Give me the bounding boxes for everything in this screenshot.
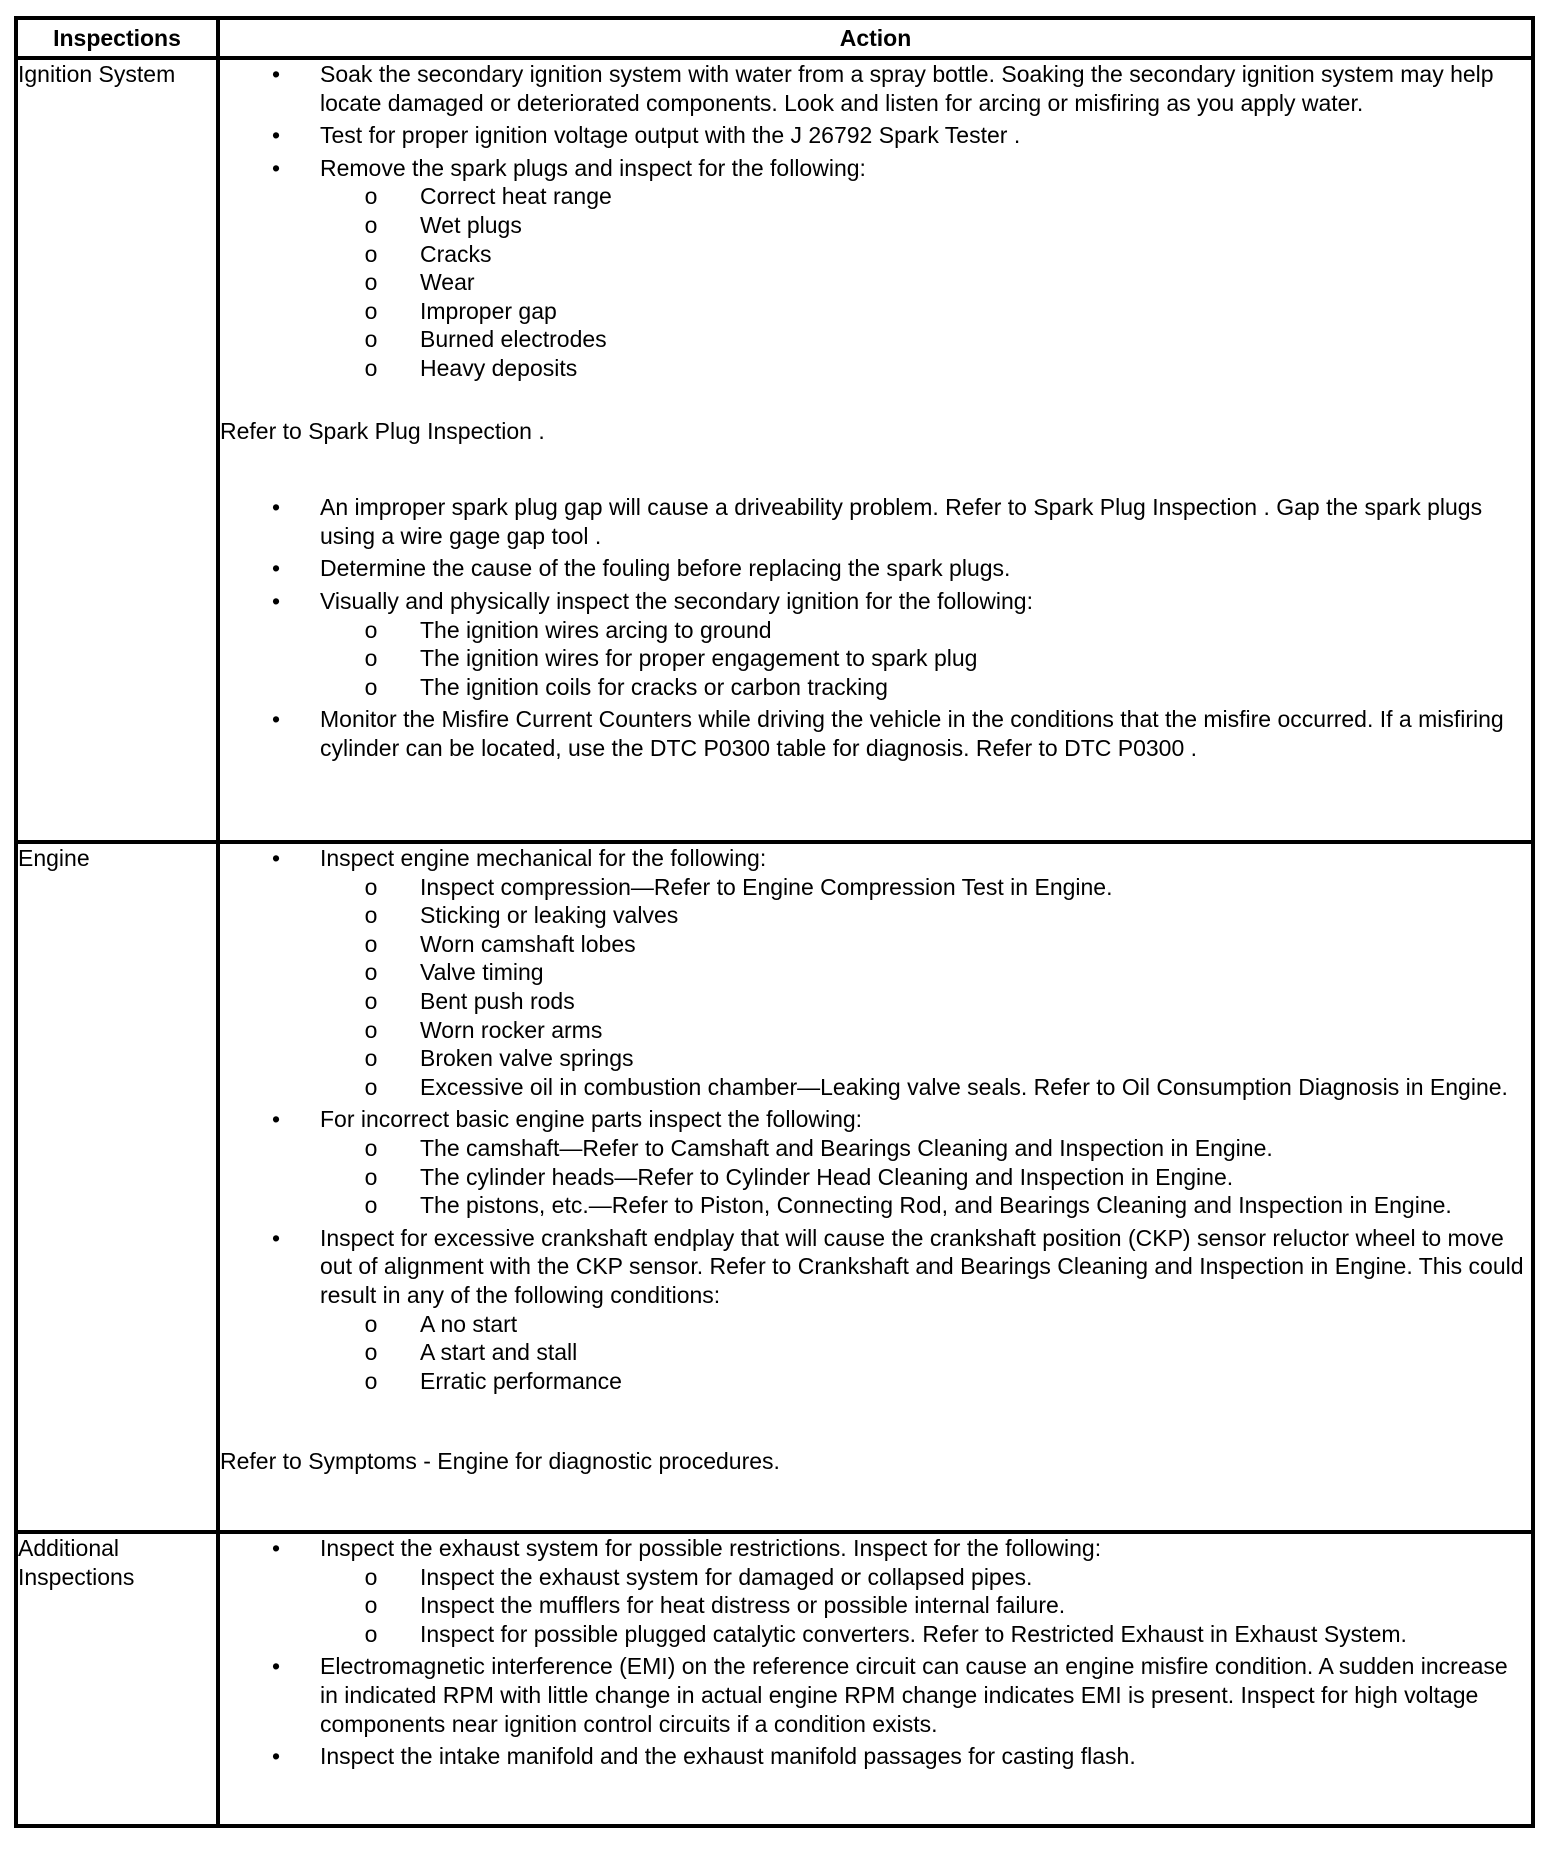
- sub-list-item: o The ignition wires arcing to ground: [364, 616, 772, 643]
- sub-list: [320, 1563, 1531, 1649]
- bullet-icon: •: [271, 61, 281, 87]
- circle-bullet-icon: o: [364, 1163, 378, 1190]
- circle-bullet-icon: o: [364, 616, 378, 643]
- list-item: • Determine the cause of the fouling before replacing the spark plugs.: [220, 554, 1531, 583]
- bullet-icon: •: [271, 555, 281, 582]
- circle-bullet-icon: o: [364, 987, 378, 1014]
- bullet-icon: •: [271, 122, 281, 149]
- sub-list-item: o Correct heat range: [364, 183, 612, 210]
- list-item: • Inspect the intake manifold and the exhaust manifold passages for casting flash.: [220, 1742, 1531, 1771]
- list-item: • For incorrect basic engine parts inspect the following: o The camshaft—Refer to Camshaft and Bearings Cleaning and Inspection in Engine. o The cylinder heads—Refer to Cylinder Head Cleaning and Inspection in Engine. o The pistons, etc.—Refer to Piston, Connecting Rod, and Bearings Cleaning and Inspection in Engine.: [220, 1105, 1531, 1219]
- bullet-icon: •: [271, 845, 281, 871]
- circle-bullet-icon: o: [364, 326, 378, 353]
- sub-list-item: o Wear: [364, 269, 475, 296]
- bullet-list: [220, 1534, 1531, 1771]
- bullet-icon: •: [271, 1653, 281, 1680]
- bullet-icon: •: [271, 587, 281, 614]
- sub-list-item: o Inspect compression—Refer to Engine Compression Test in Engine.: [364, 873, 1113, 900]
- sub-list-item: o Inspect for possible plugged catalytic converters. Refer to Restricted Exhaust in Exhaust System.: [364, 1620, 1407, 1647]
- sub-list-item: o Sticking or leaking valves: [364, 902, 679, 929]
- bullet-icon: •: [271, 706, 281, 733]
- sub-list-item: o The pistons, etc.—Refer to Piston, Connecting Rod, and Bearings Cleaning and Inspection in Engine.: [364, 1192, 1452, 1219]
- sub-list-item: o The cylinder heads—Refer to Cylinder Head Cleaning and Inspection in Engine.: [364, 1163, 1234, 1190]
- sub-list-item: o Heavy deposits: [364, 354, 578, 381]
- circle-bullet-icon: o: [364, 1134, 378, 1161]
- sub-list-item: o Cracks: [364, 240, 492, 267]
- list-item: • Soak the secondary ignition system with water from a spray bottle. Soaking the secondary ignition system may help locate damaged or deteriorated components. Look and listen for arcing or misfiring as you apply water.: [220, 60, 1531, 117]
- list-item: • Visually and physically inspect the secondary ignition for the following: o The ignition wires arcing to ground o The ignition wires for proper engagement to spark plug o The ignition coils for cracks or carbon tracking: [220, 587, 1531, 701]
- header-inspections: Inspections: [16, 18, 218, 58]
- reference-text: Refer to Symptoms - Engine for diagnostic procedures.: [220, 1448, 780, 1475]
- circle-bullet-icon: o: [364, 902, 378, 929]
- table-row-additional: [16, 1532, 1533, 1826]
- circle-bullet-icon: o: [364, 1073, 378, 1100]
- sub-list-item: o The camshaft—Refer to Camshaft and Bearings Cleaning and Inspection in Engine.: [364, 1134, 1273, 1161]
- list-item: • Remove the spark plugs and inspect for the following: o Correct heat range o Wet plugs o Cracks o Wear o Improper gap o Burned electrodes o Heavy deposits: [220, 154, 1531, 383]
- bullet-list: [220, 493, 1531, 762]
- circle-bullet-icon: o: [364, 930, 378, 957]
- sub-list-item: o Inspect the mufflers for heat distress or possible internal failure.: [364, 1592, 1066, 1619]
- bullet-list: [220, 60, 1531, 383]
- list-item: • An improper spark plug gap will cause a driveability problem. Refer to Spark Plug Inspection . Gap the spark plugs using a wire gage gap tool .: [220, 493, 1531, 550]
- circle-bullet-icon: o: [364, 240, 378, 267]
- bullet-icon: •: [271, 1535, 281, 1561]
- sub-list-item: o A no start: [364, 1310, 518, 1337]
- inspections-table: [14, 16, 1535, 1828]
- sub-list-item: o Bent push rods: [364, 987, 575, 1014]
- action-cell: [218, 58, 1533, 842]
- list-item: • Inspect the exhaust system for possible restrictions. Inspect for the following: o Inspect the exhaust system for damaged or collapsed pipes. o Inspect the mufflers for heat distress or possible internal failure. o Inspect for possible plugged catalytic converters. Refer to Restricted Exhaust in Exhaust System.: [220, 1534, 1531, 1648]
- bullet-icon: •: [271, 494, 281, 521]
- circle-bullet-icon: o: [364, 1310, 378, 1337]
- table-row-engine: [16, 842, 1533, 1532]
- sub-list-item: o A start and stall: [364, 1339, 578, 1366]
- sub-list-item: o Worn camshaft lobes: [364, 930, 636, 957]
- sub-list: [320, 616, 1531, 702]
- circle-bullet-icon: o: [364, 269, 378, 296]
- header-row: [16, 18, 1533, 58]
- list-item: • Test for proper ignition voltage output with the J 26792 Spark Tester .: [220, 121, 1531, 150]
- inspection-label: Ignition System: [16, 58, 218, 842]
- circle-bullet-icon: o: [364, 1563, 378, 1590]
- list-item: • Inspect for excessive crankshaft endplay that will cause the crankshaft position (CKP) sensor reluctor wheel to move out of alignment with the CKP sensor. Refer to Crankshaft and Bearings Cleaning and Inspection in Engine. This could result in any of the following conditions: o A no start o A start and stall o Erratic performance: [220, 1224, 1531, 1396]
- bullet-icon: •: [271, 1106, 281, 1133]
- circle-bullet-icon: o: [364, 297, 378, 324]
- circle-bullet-icon: o: [364, 1016, 378, 1043]
- list-item: • Electromagnetic interference (EMI) on the reference circuit can cause an engine misfire condition. A sudden increase in indicated RPM with little change in actual engine RPM change indicates EMI is present. Inspect for high voltage components near ignition control circuits if a condition exists.: [220, 1652, 1531, 1738]
- circle-bullet-icon: o: [364, 183, 378, 210]
- action-cell: [218, 842, 1533, 1532]
- circle-bullet-icon: o: [364, 1045, 378, 1072]
- circle-bullet-icon: o: [364, 1620, 378, 1647]
- sub-list: [320, 1310, 1531, 1396]
- inspection-label: Additional Inspections: [16, 1532, 218, 1826]
- action-cell: [218, 1532, 1533, 1826]
- circle-bullet-icon: o: [364, 1592, 378, 1619]
- bullet-icon: •: [271, 1743, 281, 1770]
- circle-bullet-icon: o: [364, 354, 378, 381]
- bullet-icon: •: [271, 1224, 281, 1251]
- circle-bullet-icon: o: [364, 645, 378, 672]
- header-action: Action: [218, 18, 1533, 58]
- sub-list: [320, 1134, 1531, 1220]
- inspection-label: Engine: [16, 842, 218, 1532]
- sub-list-item: o Excessive oil in combustion chamber—Leaking valve seals. Refer to Oil Consumption Diagnosis in Engine.: [364, 1073, 1508, 1100]
- circle-bullet-icon: o: [364, 959, 378, 986]
- circle-bullet-icon: o: [364, 873, 378, 900]
- sub-list-item: o Broken valve springs: [364, 1045, 634, 1072]
- circle-bullet-icon: o: [364, 1339, 378, 1366]
- sub-list-item: o Inspect the exhaust system for damaged or collapsed pipes.: [364, 1563, 1033, 1590]
- bullet-icon: •: [271, 154, 281, 181]
- sub-list-item: o The ignition wires for proper engagement to spark plug: [364, 645, 978, 672]
- sub-list-item: o Wet plugs: [364, 211, 522, 238]
- sub-list-item: o Erratic performance: [364, 1367, 622, 1394]
- list-item: • Inspect engine mechanical for the following: o Inspect compression—Refer to Engine Compression Test in Engine. o Sticking or leaking valves o Worn camshaft lobes o Valve timing o Bent push rods o Worn rocker arms o Broken valve springs o Excessive oil in combustion chamber—Leaking valve seals. Refer to Oil Consumption Diagnosis in Engine.: [220, 844, 1531, 1101]
- sub-list: [320, 873, 1531, 1102]
- sub-list-item: o Valve timing: [364, 959, 544, 986]
- sub-list-item: o The ignition coils for cracks or carbon tracking: [364, 673, 888, 700]
- bullet-list: [220, 844, 1531, 1395]
- table-row-ignition: [16, 58, 1533, 842]
- sub-list-item: o Burned electrodes: [364, 326, 607, 353]
- list-item: • Monitor the Misfire Current Counters while driving the vehicle in the conditions that the misfire occurred. If a misfiring cylinder can be located, use the DTC P0300 table for diagnosis. Refer to DTC P0300 .: [220, 705, 1531, 762]
- circle-bullet-icon: o: [364, 673, 378, 700]
- sub-list-item: o Improper gap: [364, 297, 557, 324]
- circle-bullet-icon: o: [364, 1192, 378, 1219]
- circle-bullet-icon: o: [364, 211, 378, 238]
- sub-list-item: o Worn rocker arms: [364, 1016, 603, 1043]
- sub-list: [320, 182, 1531, 382]
- reference-text: Refer to Spark Plug Inspection .: [220, 417, 545, 444]
- circle-bullet-icon: o: [364, 1367, 378, 1394]
